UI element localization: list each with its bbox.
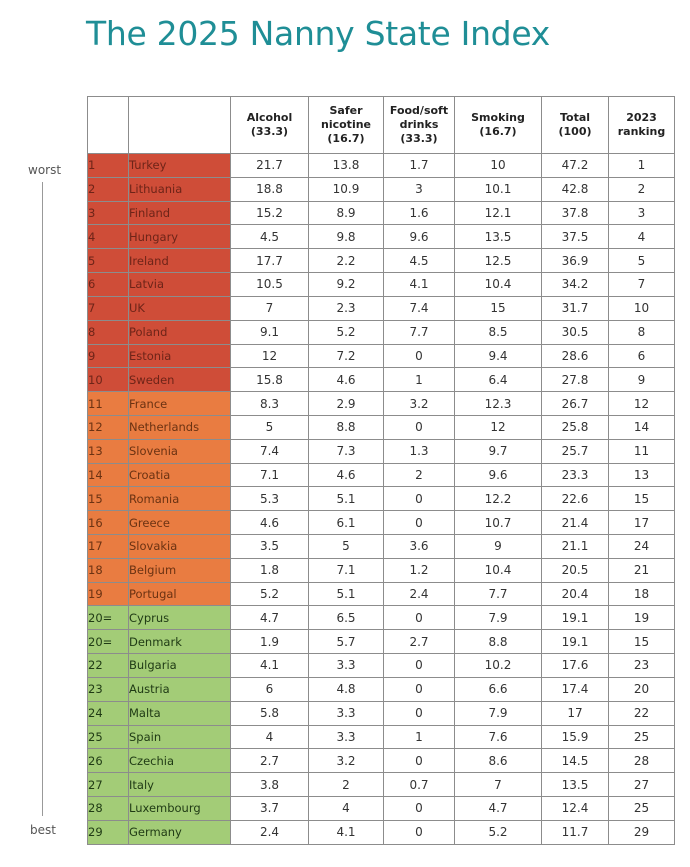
alcohol-cell: 4 bbox=[231, 725, 309, 749]
smoking-cell: 10.4 bbox=[455, 558, 542, 582]
country-cell: Czechia bbox=[129, 749, 231, 773]
table-row bbox=[88, 606, 675, 630]
smoking-cell: 12.2 bbox=[455, 487, 542, 511]
food-cell: 2.7 bbox=[384, 630, 455, 654]
country-cell: Sweden bbox=[129, 368, 231, 392]
table-row bbox=[88, 273, 675, 297]
food-cell: 4.5 bbox=[384, 249, 455, 273]
country-cell: Austria bbox=[129, 677, 231, 701]
alcohol-cell: 5.3 bbox=[231, 487, 309, 511]
smoking-cell: 6.4 bbox=[455, 368, 542, 392]
country-cell: Ireland bbox=[129, 249, 231, 273]
country-cell: Greece bbox=[129, 511, 231, 535]
alcohol-cell: 4.6 bbox=[231, 511, 309, 535]
nicotine-cell: 5 bbox=[309, 535, 384, 559]
total-cell: 11.7 bbox=[542, 820, 609, 844]
table-row bbox=[88, 154, 675, 178]
rank-cell: 1 bbox=[88, 154, 129, 178]
total-cell: 42.8 bbox=[542, 177, 609, 201]
nicotine-cell: 7.2 bbox=[309, 344, 384, 368]
smoking-cell: 12 bbox=[455, 415, 542, 439]
country-cell: UK bbox=[129, 296, 231, 320]
rank2023-cell: 4 bbox=[609, 225, 675, 249]
total-cell: 20.5 bbox=[542, 558, 609, 582]
country-cell: Romania bbox=[129, 487, 231, 511]
page-title: The 2025 Nanny State Index bbox=[86, 14, 550, 53]
total-cell: 17.4 bbox=[542, 677, 609, 701]
nicotine-cell: 2.9 bbox=[309, 392, 384, 416]
nanny-state-index-table bbox=[87, 96, 675, 845]
nicotine-cell: 7.3 bbox=[309, 439, 384, 463]
rank-cell: 23 bbox=[88, 677, 129, 701]
country-cell: France bbox=[129, 392, 231, 416]
rank-cell: 26 bbox=[88, 749, 129, 773]
food-cell: 0 bbox=[384, 701, 455, 725]
smoking-cell: 10.7 bbox=[455, 511, 542, 535]
table-row bbox=[88, 201, 675, 225]
alcohol-cell: 9.1 bbox=[231, 320, 309, 344]
table-row bbox=[88, 463, 675, 487]
rank2023-cell: 19 bbox=[609, 606, 675, 630]
rank2023-cell: 24 bbox=[609, 535, 675, 559]
total-cell: 31.7 bbox=[542, 296, 609, 320]
alcohol-cell: 17.7 bbox=[231, 249, 309, 273]
food-cell: 0 bbox=[384, 511, 455, 535]
smoking-cell: 8.6 bbox=[455, 749, 542, 773]
smoking-cell: 12.3 bbox=[455, 392, 542, 416]
alcohol-cell: 5 bbox=[231, 415, 309, 439]
alcohol-cell: 7.1 bbox=[231, 463, 309, 487]
food-cell: 0.7 bbox=[384, 773, 455, 797]
nicotine-cell: 9.2 bbox=[309, 273, 384, 297]
rank-cell: 8 bbox=[88, 320, 129, 344]
rank2023-cell: 23 bbox=[609, 654, 675, 678]
rank-cell: 11 bbox=[88, 392, 129, 416]
alcohol-cell: 1.9 bbox=[231, 630, 309, 654]
rank2023-cell: 11 bbox=[609, 439, 675, 463]
nicotine-cell: 8.9 bbox=[309, 201, 384, 225]
food-cell: 7.7 bbox=[384, 320, 455, 344]
alcohol-cell: 18.8 bbox=[231, 177, 309, 201]
food-cell: 1 bbox=[384, 368, 455, 392]
total-cell: 19.1 bbox=[542, 630, 609, 654]
rank-cell: 29 bbox=[88, 820, 129, 844]
rank-cell: 25 bbox=[88, 725, 129, 749]
worst-best-axis-line bbox=[42, 182, 43, 816]
alcohol-cell: 8.3 bbox=[231, 392, 309, 416]
food-cell: 0 bbox=[384, 796, 455, 820]
smoking-cell: 7.7 bbox=[455, 582, 542, 606]
alcohol-cell: 4.5 bbox=[231, 225, 309, 249]
food-cell: 0 bbox=[384, 820, 455, 844]
rank2023-cell: 28 bbox=[609, 749, 675, 773]
alcohol-cell: 7.4 bbox=[231, 439, 309, 463]
nicotine-cell: 9.8 bbox=[309, 225, 384, 249]
smoking-cell: 10 bbox=[455, 154, 542, 178]
smoking-cell: 15 bbox=[455, 296, 542, 320]
nicotine-cell: 6.5 bbox=[309, 606, 384, 630]
header-smoking: Smoking (16.7) bbox=[455, 97, 542, 154]
smoking-cell: 7.9 bbox=[455, 701, 542, 725]
nicotine-cell: 2.3 bbox=[309, 296, 384, 320]
food-cell: 1.2 bbox=[384, 558, 455, 582]
table-row bbox=[88, 820, 675, 844]
header-rank bbox=[88, 97, 129, 154]
table-row bbox=[88, 487, 675, 511]
total-cell: 22.6 bbox=[542, 487, 609, 511]
nicotine-cell: 3.2 bbox=[309, 749, 384, 773]
rank-cell: 18 bbox=[88, 558, 129, 582]
nicotine-cell: 3.3 bbox=[309, 654, 384, 678]
alcohol-cell: 5.2 bbox=[231, 582, 309, 606]
smoking-cell: 5.2 bbox=[455, 820, 542, 844]
table-row bbox=[88, 725, 675, 749]
nicotine-cell: 4.6 bbox=[309, 368, 384, 392]
food-cell: 0 bbox=[384, 677, 455, 701]
country-cell: Turkey bbox=[129, 154, 231, 178]
smoking-cell: 9 bbox=[455, 535, 542, 559]
country-cell: Italy bbox=[129, 773, 231, 797]
rank2023-cell: 10 bbox=[609, 296, 675, 320]
smoking-cell: 10.1 bbox=[455, 177, 542, 201]
smoking-cell: 8.8 bbox=[455, 630, 542, 654]
country-cell: Spain bbox=[129, 725, 231, 749]
food-cell: 2.4 bbox=[384, 582, 455, 606]
country-cell: Lithuania bbox=[129, 177, 231, 201]
nicotine-cell: 3.3 bbox=[309, 701, 384, 725]
rank-cell: 13 bbox=[88, 439, 129, 463]
rank-cell: 24 bbox=[88, 701, 129, 725]
country-cell: Portugal bbox=[129, 582, 231, 606]
nicotine-cell: 13.8 bbox=[309, 154, 384, 178]
rank2023-cell: 20 bbox=[609, 677, 675, 701]
nicotine-cell: 4.6 bbox=[309, 463, 384, 487]
table-row bbox=[88, 392, 675, 416]
nicotine-cell: 4.1 bbox=[309, 820, 384, 844]
table-row bbox=[88, 368, 675, 392]
total-cell: 26.7 bbox=[542, 392, 609, 416]
alcohol-cell: 15.8 bbox=[231, 368, 309, 392]
smoking-cell: 12.1 bbox=[455, 201, 542, 225]
smoking-cell: 9.6 bbox=[455, 463, 542, 487]
rank2023-cell: 3 bbox=[609, 201, 675, 225]
country-cell: Denmark bbox=[129, 630, 231, 654]
total-cell: 37.8 bbox=[542, 201, 609, 225]
rank-cell: 15 bbox=[88, 487, 129, 511]
header-alcohol: Alcohol (33.3) bbox=[231, 97, 309, 154]
rank2023-cell: 27 bbox=[609, 773, 675, 797]
total-cell: 21.1 bbox=[542, 535, 609, 559]
country-cell: Slovenia bbox=[129, 439, 231, 463]
country-cell: Finland bbox=[129, 201, 231, 225]
food-cell: 9.6 bbox=[384, 225, 455, 249]
food-cell: 3.6 bbox=[384, 535, 455, 559]
header-country bbox=[129, 97, 231, 154]
rank2023-cell: 14 bbox=[609, 415, 675, 439]
total-cell: 21.4 bbox=[542, 511, 609, 535]
alcohol-cell: 3.7 bbox=[231, 796, 309, 820]
rank2023-cell: 25 bbox=[609, 725, 675, 749]
nicotine-cell: 5.1 bbox=[309, 487, 384, 511]
country-cell: Belgium bbox=[129, 558, 231, 582]
rank2023-cell: 17 bbox=[609, 511, 675, 535]
total-cell: 17.6 bbox=[542, 654, 609, 678]
smoking-cell: 12.5 bbox=[455, 249, 542, 273]
rank-cell: 9 bbox=[88, 344, 129, 368]
table-row bbox=[88, 749, 675, 773]
country-cell: Malta bbox=[129, 701, 231, 725]
alcohol-cell: 3.8 bbox=[231, 773, 309, 797]
country-cell: Estonia bbox=[129, 344, 231, 368]
nicotine-cell: 7.1 bbox=[309, 558, 384, 582]
table-row bbox=[88, 225, 675, 249]
total-cell: 25.8 bbox=[542, 415, 609, 439]
table-row bbox=[88, 654, 675, 678]
rank-cell: 19 bbox=[88, 582, 129, 606]
alcohol-cell: 7 bbox=[231, 296, 309, 320]
header-safer-nicotine: Safer nicotine (16.7) bbox=[309, 97, 384, 154]
best-label: best bbox=[30, 823, 56, 837]
nicotine-cell: 6.1 bbox=[309, 511, 384, 535]
rank2023-cell: 7 bbox=[609, 273, 675, 297]
nicotine-cell: 4 bbox=[309, 796, 384, 820]
total-cell: 12.4 bbox=[542, 796, 609, 820]
alcohol-cell: 3.5 bbox=[231, 535, 309, 559]
nicotine-cell: 8.8 bbox=[309, 415, 384, 439]
country-cell: Poland bbox=[129, 320, 231, 344]
food-cell: 0 bbox=[384, 344, 455, 368]
rank-cell: 22 bbox=[88, 654, 129, 678]
total-cell: 28.6 bbox=[542, 344, 609, 368]
smoking-cell: 7.6 bbox=[455, 725, 542, 749]
food-cell: 4.1 bbox=[384, 273, 455, 297]
table-row bbox=[88, 177, 675, 201]
table-header-row bbox=[88, 97, 675, 154]
alcohol-cell: 2.4 bbox=[231, 820, 309, 844]
rank-cell: 14 bbox=[88, 463, 129, 487]
alcohol-cell: 1.8 bbox=[231, 558, 309, 582]
rank2023-cell: 8 bbox=[609, 320, 675, 344]
nicotine-cell: 3.3 bbox=[309, 725, 384, 749]
nicotine-cell: 2.2 bbox=[309, 249, 384, 273]
header-total: Total (100) bbox=[542, 97, 609, 154]
country-cell: Latvia bbox=[129, 273, 231, 297]
table-body bbox=[88, 154, 675, 845]
smoking-cell: 9.4 bbox=[455, 344, 542, 368]
rank-cell: 12 bbox=[88, 415, 129, 439]
table-row bbox=[88, 535, 675, 559]
smoking-cell: 7.9 bbox=[455, 606, 542, 630]
total-cell: 14.5 bbox=[542, 749, 609, 773]
rank2023-cell: 25 bbox=[609, 796, 675, 820]
smoking-cell: 9.7 bbox=[455, 439, 542, 463]
nicotine-cell: 4.8 bbox=[309, 677, 384, 701]
country-cell: Luxembourg bbox=[129, 796, 231, 820]
total-cell: 30.5 bbox=[542, 320, 609, 344]
smoking-cell: 10.4 bbox=[455, 273, 542, 297]
total-cell: 13.5 bbox=[542, 773, 609, 797]
country-cell: Slovakia bbox=[129, 535, 231, 559]
table-row bbox=[88, 630, 675, 654]
rank-cell: 20= bbox=[88, 606, 129, 630]
table-row bbox=[88, 439, 675, 463]
rank2023-cell: 6 bbox=[609, 344, 675, 368]
rank2023-cell: 12 bbox=[609, 392, 675, 416]
food-cell: 1.6 bbox=[384, 201, 455, 225]
food-cell: 1 bbox=[384, 725, 455, 749]
table-row bbox=[88, 415, 675, 439]
rank2023-cell: 13 bbox=[609, 463, 675, 487]
rank-cell: 20= bbox=[88, 630, 129, 654]
total-cell: 36.9 bbox=[542, 249, 609, 273]
alcohol-cell: 5.8 bbox=[231, 701, 309, 725]
total-cell: 20.4 bbox=[542, 582, 609, 606]
alcohol-cell: 12 bbox=[231, 344, 309, 368]
total-cell: 17 bbox=[542, 701, 609, 725]
total-cell: 47.2 bbox=[542, 154, 609, 178]
total-cell: 23.3 bbox=[542, 463, 609, 487]
alcohol-cell: 4.1 bbox=[231, 654, 309, 678]
smoking-cell: 4.7 bbox=[455, 796, 542, 820]
rank2023-cell: 15 bbox=[609, 630, 675, 654]
food-cell: 3.2 bbox=[384, 392, 455, 416]
alcohol-cell: 10.5 bbox=[231, 273, 309, 297]
smoking-cell: 8.5 bbox=[455, 320, 542, 344]
rank2023-cell: 1 bbox=[609, 154, 675, 178]
nicotine-cell: 10.9 bbox=[309, 177, 384, 201]
worst-label: worst bbox=[28, 163, 62, 177]
nicotine-cell: 2 bbox=[309, 773, 384, 797]
alcohol-cell: 4.7 bbox=[231, 606, 309, 630]
table-row bbox=[88, 249, 675, 273]
total-cell: 27.8 bbox=[542, 368, 609, 392]
total-cell: 37.5 bbox=[542, 225, 609, 249]
rank-cell: 5 bbox=[88, 249, 129, 273]
food-cell: 1.3 bbox=[384, 439, 455, 463]
total-cell: 15.9 bbox=[542, 725, 609, 749]
rank-cell: 7 bbox=[88, 296, 129, 320]
alcohol-cell: 2.7 bbox=[231, 749, 309, 773]
total-cell: 34.2 bbox=[542, 273, 609, 297]
country-cell: Hungary bbox=[129, 225, 231, 249]
food-cell: 0 bbox=[384, 606, 455, 630]
country-cell: Croatia bbox=[129, 463, 231, 487]
total-cell: 19.1 bbox=[542, 606, 609, 630]
table-row bbox=[88, 701, 675, 725]
rank-cell: 3 bbox=[88, 201, 129, 225]
food-cell: 2 bbox=[384, 463, 455, 487]
food-cell: 3 bbox=[384, 177, 455, 201]
food-cell: 7.4 bbox=[384, 296, 455, 320]
rank2023-cell: 5 bbox=[609, 249, 675, 273]
nicotine-cell: 5.7 bbox=[309, 630, 384, 654]
alcohol-cell: 15.2 bbox=[231, 201, 309, 225]
country-cell: Germany bbox=[129, 820, 231, 844]
food-cell: 0 bbox=[384, 749, 455, 773]
country-cell: Cyprus bbox=[129, 606, 231, 630]
nicotine-cell: 5.1 bbox=[309, 582, 384, 606]
alcohol-cell: 6 bbox=[231, 677, 309, 701]
rank-cell: 17 bbox=[88, 535, 129, 559]
food-cell: 1.7 bbox=[384, 154, 455, 178]
rank2023-cell: 9 bbox=[609, 368, 675, 392]
rank2023-cell: 21 bbox=[609, 558, 675, 582]
rank2023-cell: 18 bbox=[609, 582, 675, 606]
rank2023-cell: 15 bbox=[609, 487, 675, 511]
table-row bbox=[88, 320, 675, 344]
rank-cell: 27 bbox=[88, 773, 129, 797]
rank-cell: 2 bbox=[88, 177, 129, 201]
rank-cell: 16 bbox=[88, 511, 129, 535]
country-cell: Netherlands bbox=[129, 415, 231, 439]
table-row bbox=[88, 677, 675, 701]
rank-cell: 28 bbox=[88, 796, 129, 820]
rank-cell: 10 bbox=[88, 368, 129, 392]
rank2023-cell: 29 bbox=[609, 820, 675, 844]
rank2023-cell: 22 bbox=[609, 701, 675, 725]
table-row bbox=[88, 296, 675, 320]
alcohol-cell: 21.7 bbox=[231, 154, 309, 178]
food-cell: 0 bbox=[384, 487, 455, 511]
smoking-cell: 10.2 bbox=[455, 654, 542, 678]
nicotine-cell: 5.2 bbox=[309, 320, 384, 344]
rank2023-cell: 2 bbox=[609, 177, 675, 201]
smoking-cell: 7 bbox=[455, 773, 542, 797]
food-cell: 0 bbox=[384, 415, 455, 439]
smoking-cell: 13.5 bbox=[455, 225, 542, 249]
table-row bbox=[88, 773, 675, 797]
country-cell: Bulgaria bbox=[129, 654, 231, 678]
food-cell: 0 bbox=[384, 654, 455, 678]
header-food-soft-drinks: Food/soft drinks (33.3) bbox=[384, 97, 455, 154]
rank-cell: 4 bbox=[88, 225, 129, 249]
table-row bbox=[88, 582, 675, 606]
rank-cell: 6 bbox=[88, 273, 129, 297]
header-2023-ranking: 2023 ranking bbox=[609, 97, 675, 154]
table-row bbox=[88, 344, 675, 368]
table-row bbox=[88, 511, 675, 535]
smoking-cell: 6.6 bbox=[455, 677, 542, 701]
table-row bbox=[88, 558, 675, 582]
table-row bbox=[88, 796, 675, 820]
total-cell: 25.7 bbox=[542, 439, 609, 463]
